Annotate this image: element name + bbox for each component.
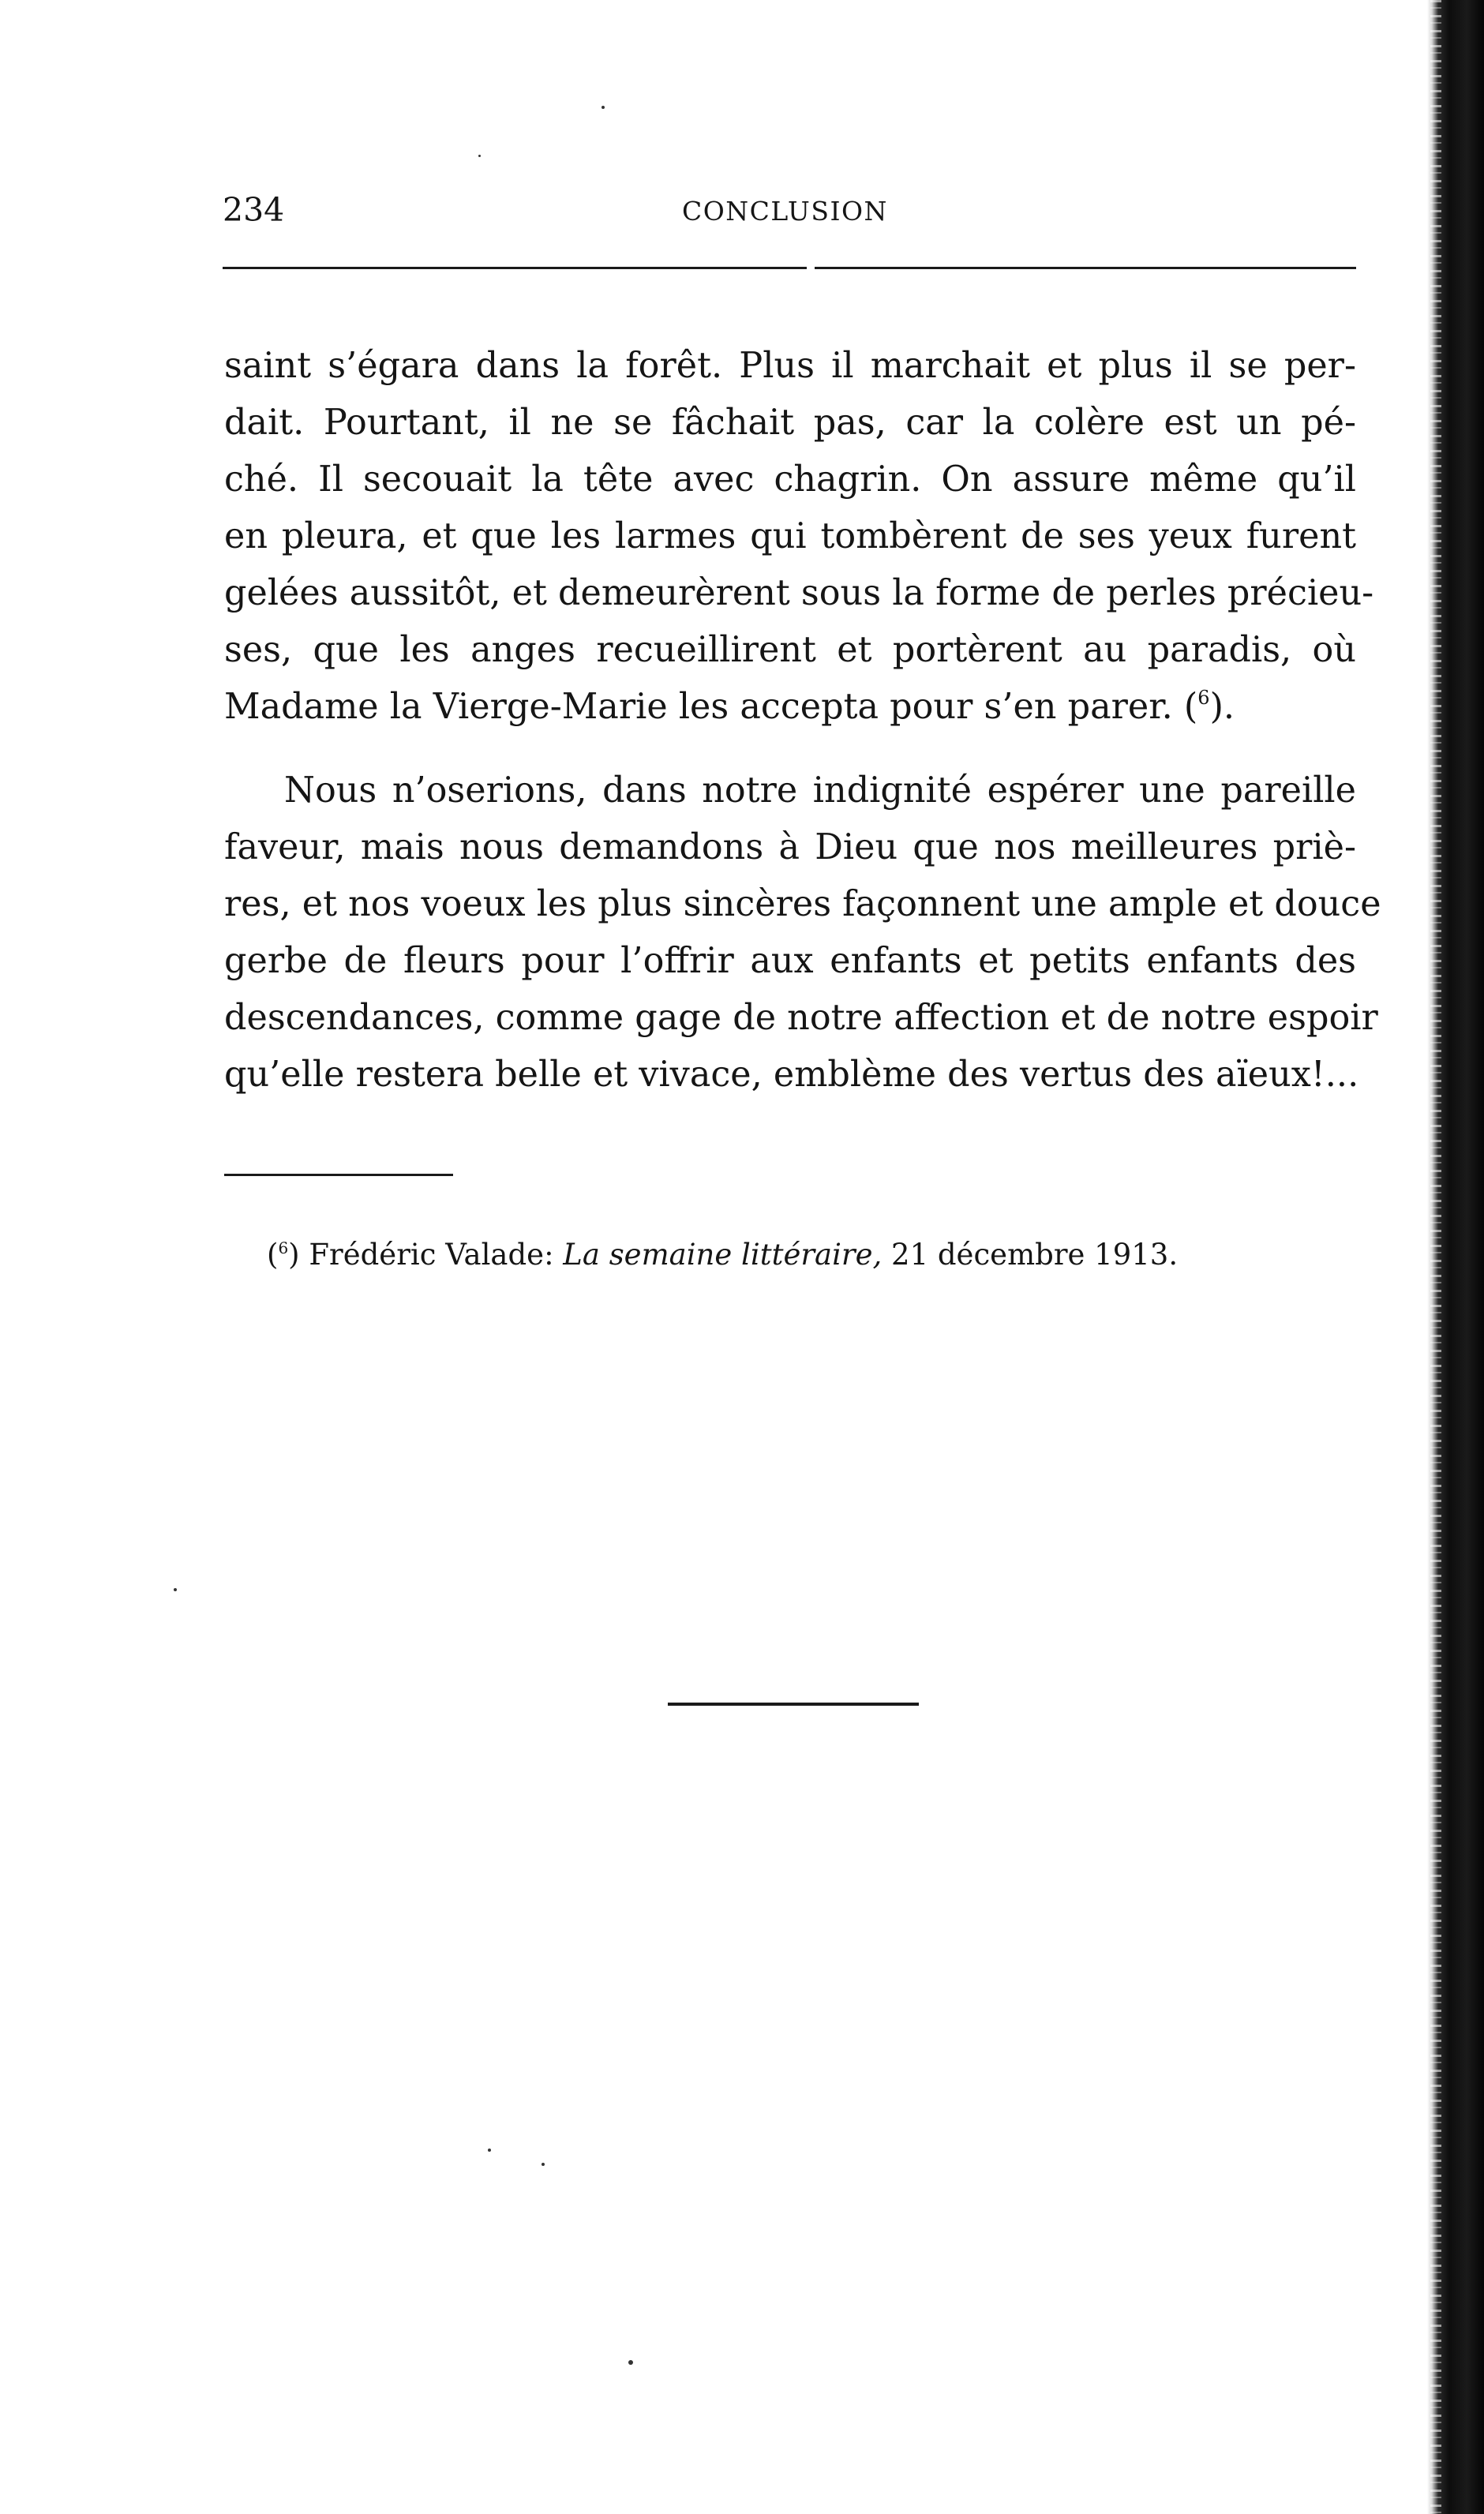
footnote-rule	[224, 1174, 453, 1176]
scan-speck	[628, 2360, 633, 2365]
text-line-end: ).	[1209, 687, 1235, 727]
footnote-date: 21 décembre 1913.	[882, 1238, 1179, 1272]
text-line: faveur, mais nous demandons à Dieu que nos meilleures priè-	[224, 827, 1356, 867]
scan-speck	[488, 2149, 491, 2152]
footnote-open-paren: (	[267, 1238, 279, 1272]
text-line: dait. Pourtant, il ne se fâchait pas, car la colère est un pé-	[224, 403, 1356, 443]
body-text	[224, 338, 1381, 1103]
scan-speck	[542, 2163, 545, 2166]
page-number: 234	[223, 191, 285, 229]
text-line-with-note	[224, 679, 1356, 736]
binding-edge	[1427, 0, 1484, 2514]
text-line: ché. Il secouait la tête avec chagrin. On assure même qu’il	[224, 459, 1356, 500]
footnote-reference: 6	[1197, 687, 1210, 709]
header-rule-left	[223, 267, 807, 269]
text-line: Madame la Vierge-Marie les accepta pour s’en parer. (	[224, 687, 1198, 727]
scan-speck	[601, 106, 605, 109]
scan-speck	[174, 1588, 177, 1591]
paragraph-2	[224, 762, 1381, 1103]
text-line: gelées aussitôt, et demeurèrent sous la forme de perles précieu-	[224, 573, 1374, 613]
text-line: saint s’égara dans la forêt. Plus il marchait et plus il se per-	[224, 346, 1356, 386]
footnote-mark	[267, 1238, 300, 1272]
footnote-number: 6	[278, 1238, 289, 1257]
footnote-work-title: La semaine littéraire,	[563, 1238, 883, 1272]
text-line: Nous n’oserions, dans notre indignité espérer une pareille	[284, 770, 1356, 811]
text-line: gerbe de fleurs pour l’offrir aux enfants et petits enfants des	[224, 941, 1356, 981]
end-rule	[668, 1703, 919, 1706]
text-line: en pleura, et que les larmes qui tombèrent de ses yeux furent	[224, 516, 1356, 556]
running-head	[223, 186, 1359, 234]
text-line: res, et nos voeux les plus sincères façonnent une ample et douce	[224, 884, 1381, 924]
footnote-close-paren: )	[288, 1238, 300, 1272]
footnote-author: Frédéric Valade:	[299, 1238, 564, 1272]
paragraph-1	[224, 338, 1374, 736]
scan-speck	[478, 155, 481, 157]
footnote	[267, 1231, 1178, 1279]
header-rule-right	[815, 267, 1356, 269]
text-line: ses, que les anges recueillirent et portèrent au paradis, où	[224, 630, 1356, 670]
text-line: qu’elle restera belle et vivace, emblème des vertus des aïeux!...	[224, 1055, 1359, 1095]
text-line: descendances, comme gage de notre affection et de notre espoir	[224, 998, 1378, 1038]
running-title: CONCLUSION	[682, 196, 888, 227]
